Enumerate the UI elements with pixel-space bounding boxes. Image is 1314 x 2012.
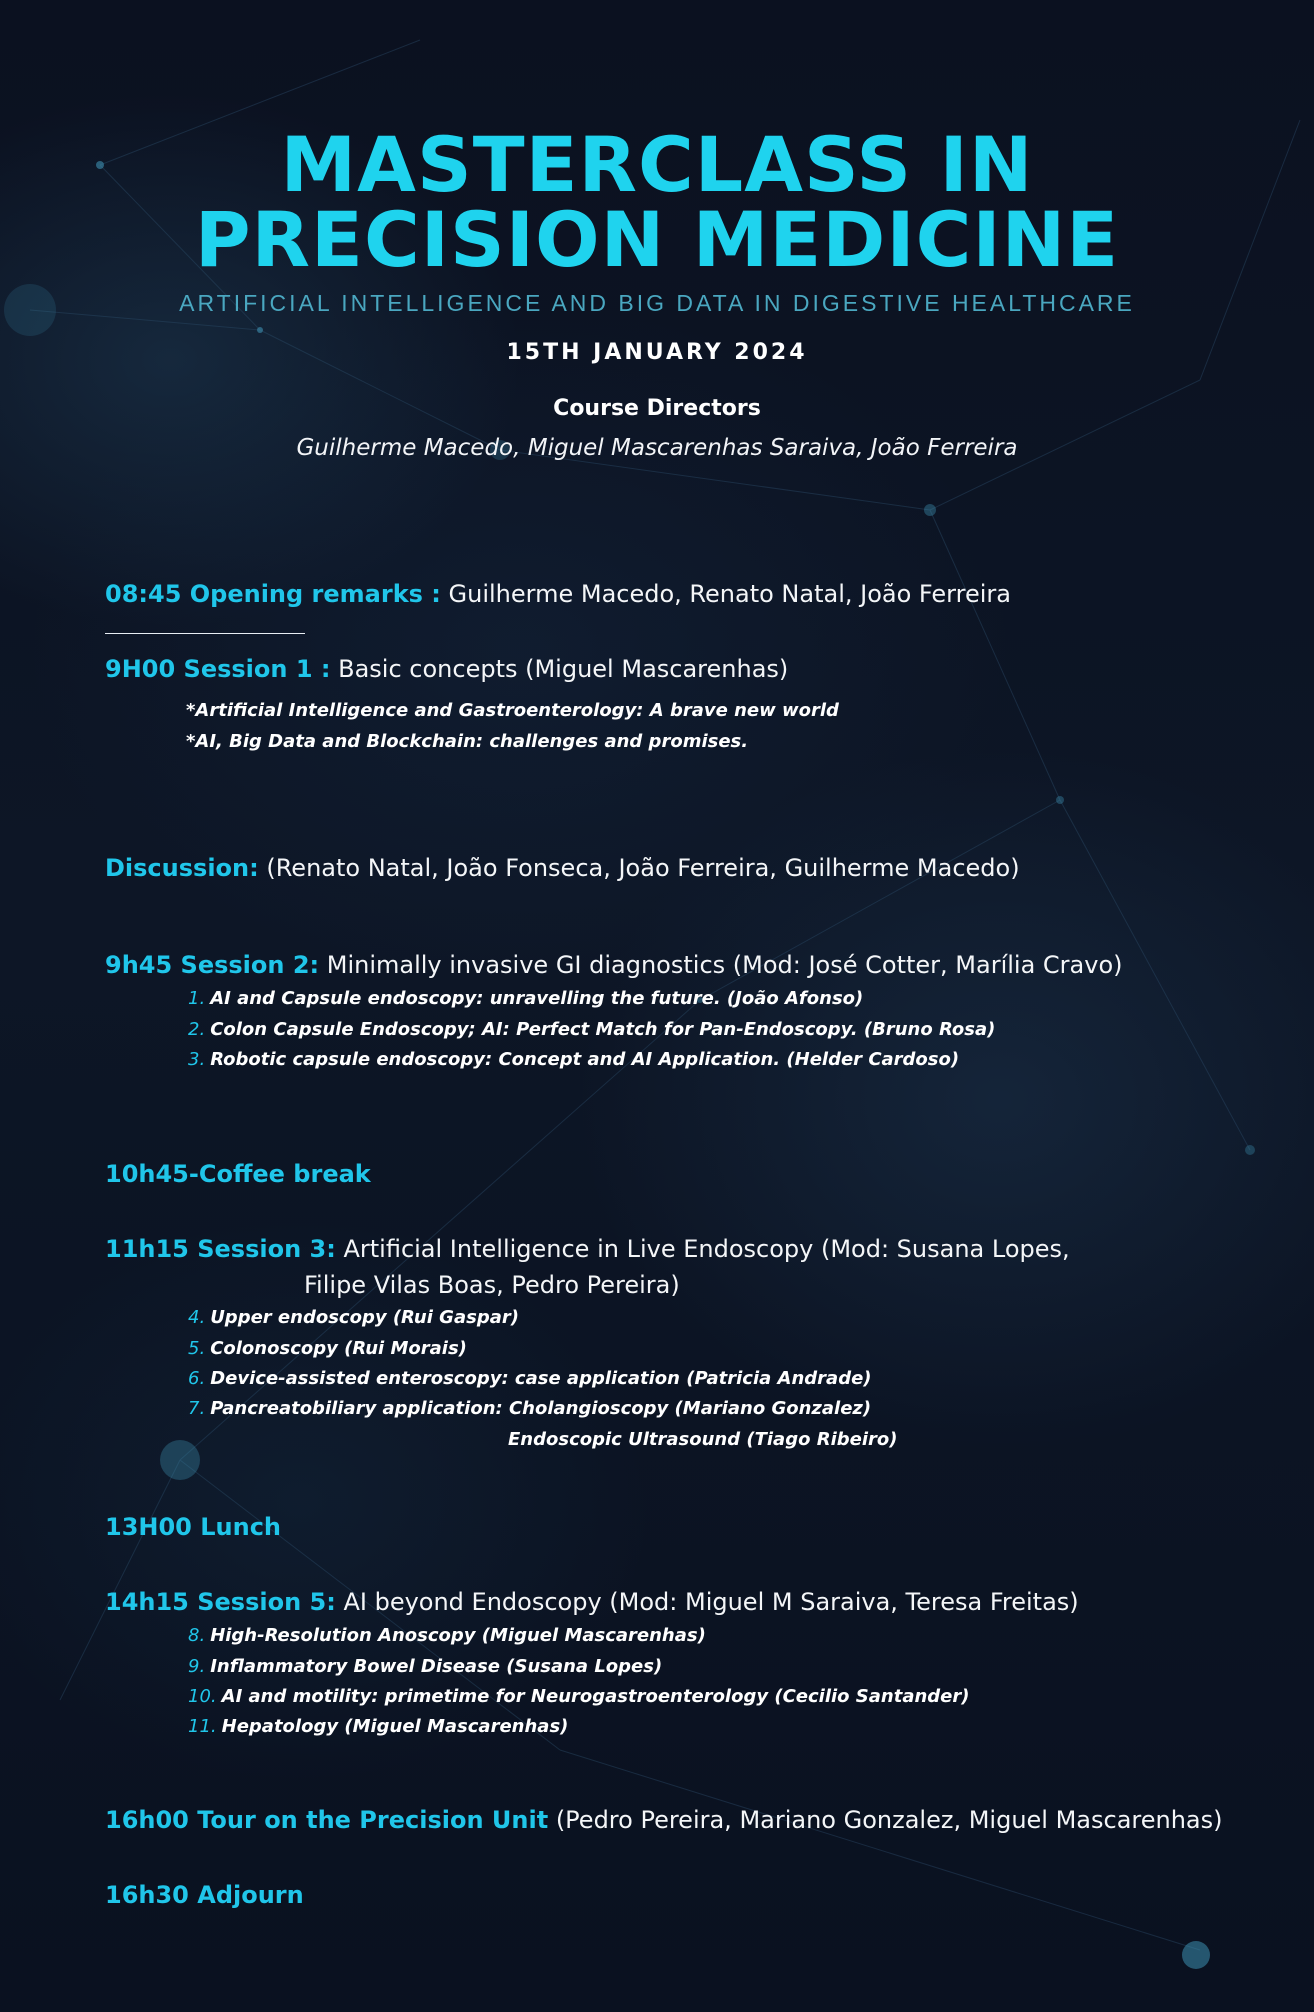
session-1-heading: [105, 655, 788, 683]
session-2-title: Minimally invasive GI diagnostics (Mod: José Cotter, Marília Cravo): [319, 951, 1123, 979]
item-number: 1.: [188, 988, 206, 1009]
session-3-item: [188, 1398, 871, 1419]
item-number: 5.: [188, 1338, 206, 1359]
session-2-item: [188, 1049, 959, 1070]
title-line-2: PRECISION MEDICINE: [194, 195, 1120, 284]
item-text: Colonoscopy (Rui Morais): [210, 1338, 467, 1359]
item-number: 11.: [188, 1716, 217, 1737]
session-5-heading: [105, 1588, 1079, 1616]
session-3-title-continued: Filipe Vilas Boas, Pedro Pereira): [304, 1271, 680, 1299]
discussion: [105, 854, 1020, 882]
item-number: 10.: [188, 1686, 217, 1707]
session-3-label: 11h15 Session 3:: [105, 1235, 336, 1263]
tour-precision-unit: [105, 1806, 1223, 1834]
session-3-heading: [105, 1235, 1070, 1263]
item-number: 3.: [188, 1049, 206, 1070]
course-directors-label: Course Directors: [553, 396, 761, 421]
item-text: High-Resolution Anoscopy (Miguel Mascarenhas): [210, 1625, 706, 1646]
item-number: 8.: [188, 1625, 206, 1646]
session-1-title: Basic concepts (Miguel Mascarenhas): [330, 655, 789, 683]
session-5-item: [188, 1686, 970, 1707]
item-number: 7.: [188, 1398, 206, 1419]
session-3-item-continued: Endoscopic Ultrasound (Tiago Ribeiro): [508, 1429, 898, 1450]
session-3-title: Artificial Intelligence in Live Endoscopy (Mod: Susana Lopes,: [335, 1235, 1070, 1263]
session-5-item: [188, 1716, 568, 1737]
item-text: Hepatology (Miguel Mascarenhas): [221, 1716, 569, 1737]
event-date: 15TH JANUARY 2024: [506, 340, 808, 365]
item-number: 6.: [188, 1368, 206, 1389]
session-1-label: 9H00 Session 1 :: [105, 655, 331, 683]
session-5-label: 14h15 Session 5:: [105, 1588, 336, 1616]
item-text: Upper endoscopy (Rui Gaspar): [210, 1307, 519, 1328]
item-number: 4.: [188, 1307, 206, 1328]
session-3-item: [188, 1368, 872, 1389]
item-text: Robotic capsule endoscopy: Concept and AI Application. (Helder Cardoso): [210, 1049, 960, 1070]
lunch: 13H00 Lunch: [105, 1513, 282, 1541]
coffee-break: 10h45-Coffee break: [105, 1160, 371, 1188]
item-text: Pancreatobiliary application: Cholangioscopy (Mariano Gonzalez): [210, 1398, 872, 1419]
adjourn: 16h30 Adjourn: [105, 1881, 304, 1909]
discussion-panel: (Renato Natal, João Fonseca, João Ferreira, Guilherme Macedo): [258, 854, 1020, 882]
opening-remarks: [105, 580, 1011, 608]
session-2-label: 9h45 Session 2:: [105, 951, 320, 979]
item-text: AI and motility: primetime for Neurogastroenterology (Cecilio Santander): [221, 1686, 970, 1707]
session-2-item: [188, 1019, 995, 1040]
item-text: Inflammatory Bowel Disease (Susana Lopes): [210, 1656, 663, 1677]
item-text: AI and Capsule endoscopy: unravelling the future. (João Afonso): [210, 988, 864, 1009]
tour-label: 16h00 Tour on the Precision Unit: [105, 1806, 549, 1834]
opening-label: 08:45 Opening remarks :: [105, 580, 441, 608]
session-1-item: *Artificial Intelligence and Gastroenterology: A brave new world: [186, 700, 839, 721]
session-2-item: [188, 988, 863, 1009]
subtitle: ARTIFICIAL INTELLIGENCE AND BIG DATA IN DIGESTIVE HEALTHCARE: [179, 290, 1135, 316]
course-directors-names: Guilherme Macedo, Miguel Mascarenhas Saraiva, João Ferreira: [296, 435, 1018, 461]
title-line-1: MASTERCLASS IN: [280, 120, 1034, 209]
session-1-item: *AI, Big Data and Blockchain: challenges and promises.: [186, 731, 749, 752]
session-3-item: [188, 1338, 467, 1359]
session-5-item: [188, 1656, 662, 1677]
opening-speakers: Guilherme Macedo, Renato Natal, João Ferreira: [440, 580, 1011, 608]
discussion-label: Discussion:: [105, 854, 259, 882]
session-5-title: AI beyond Endoscopy (Mod: Miguel M Saraiva, Teresa Freitas): [335, 1588, 1079, 1616]
session-2-heading: [105, 951, 1123, 979]
session-5-item: [188, 1625, 706, 1646]
item-text: Device-assisted enteroscopy: case application (Patricia Andrade): [210, 1368, 872, 1389]
item-number: 9.: [188, 1656, 206, 1677]
item-text: Colon Capsule Endoscopy; AI: Perfect Match for Pan-Endoscopy. (Bruno Rosa): [210, 1019, 996, 1040]
divider: [105, 633, 305, 634]
item-number: 2.: [188, 1019, 206, 1040]
tour-guides: (Pedro Pereira, Mariano Gonzalez, Miguel Mascarenhas): [548, 1806, 1223, 1834]
session-3-item: [188, 1307, 519, 1328]
